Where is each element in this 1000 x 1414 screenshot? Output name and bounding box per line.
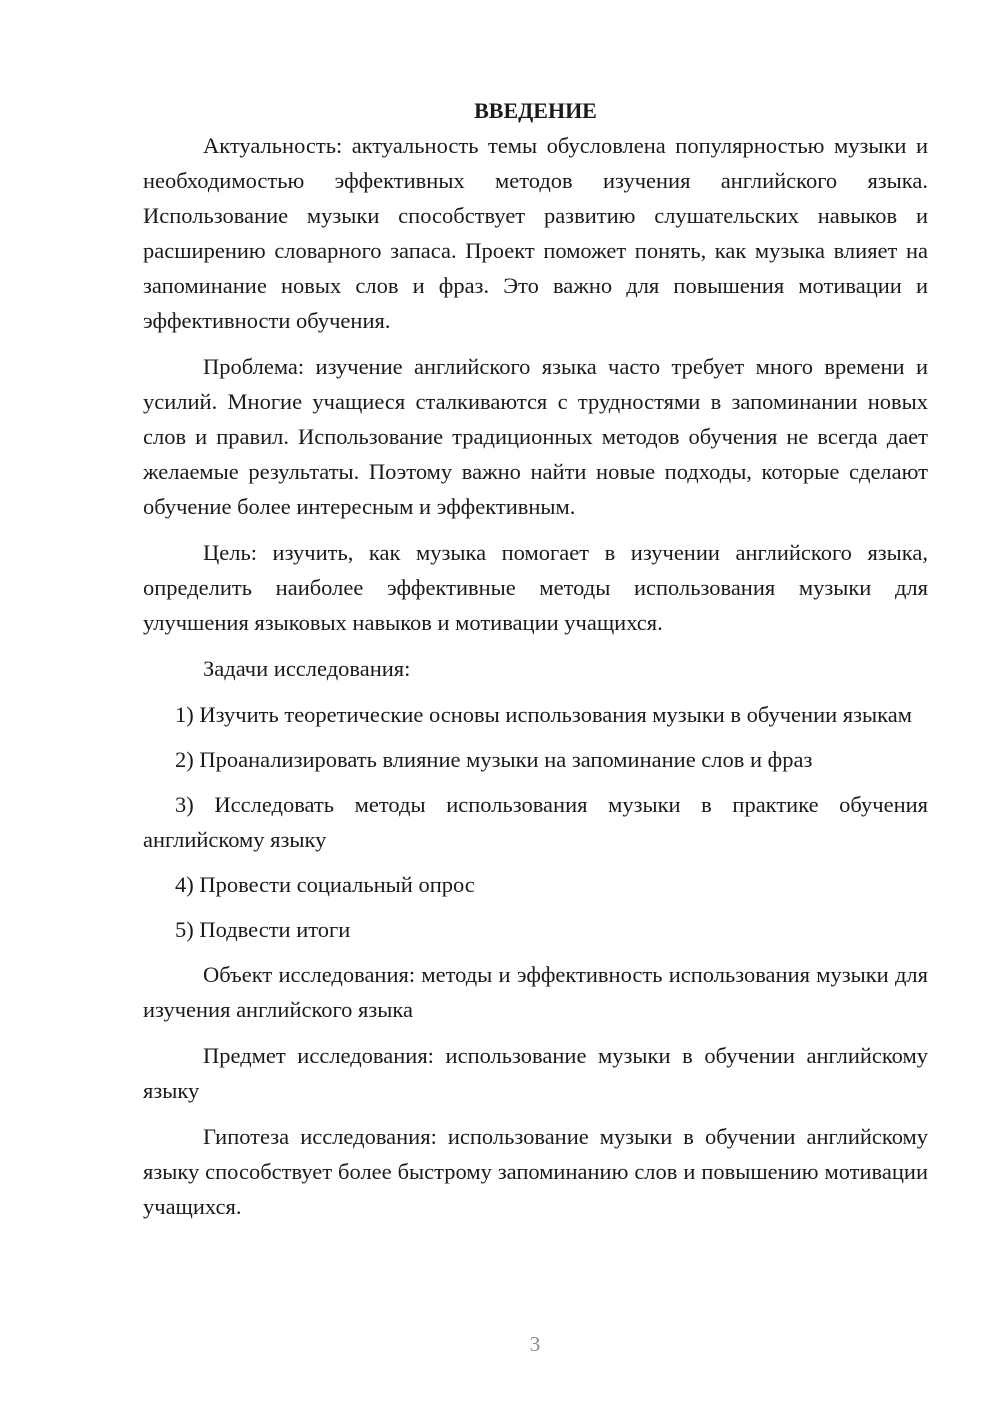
object-paragraph: Объект исследования: методы и эффективность использования музыки для изучения английского языка [143,962,928,1022]
subject-paragraph: Предмет исследования: использование музыки в обучении английскому языку [143,1043,928,1103]
document-page [143,93,928,1235]
page-number: 3 [529,1332,541,1356]
task-item: 1) Изучить теоретические основы использования музыки в обучении языкам [175,702,912,727]
task-item: 5) Подвести итоги [175,917,351,942]
problem-paragraph: Проблема: изучение английского языка часто требует много времени и усилий. Многие учащиеся сталкиваются с трудностями в запоминании новых слов и правил. Использование традиционных методов обучения не всегда дает желаемые результаты. Поэтому важно найти новые подходы, которые сделают обучение более интересным и эффективным. [143,354,928,519]
task-item: 2) Проанализировать влияние музыки на запоминание слов и фраз [175,747,813,772]
hypothesis-paragraph: Гипотеза исследования: использование музыки в обучении английскому языку способствует более быстрому запоминанию слов и повышению мотивации учащихся. [143,1124,928,1219]
task-item: 4) Провести социальный опрос [175,872,475,897]
task-item: 3) Исследовать методы использования музыки в практике обучения английскому языку [143,792,928,852]
section-title: ВВЕДЕНИЕ [474,98,597,123]
relevance-paragraph: Актуальность: актуальность темы обусловлена популярностью музыки и необходимостью эффективных методов изучения английского языка. Использование музыки способствует развитию слушательских навыков и расширению словарного запаса. Проект поможет понять, как музыка влияет на запоминание новых слов и фраз. Это важно для повышения мотивации и эффективности обучения. [143,133,928,333]
tasks-heading: Задачи исследования: [203,656,411,681]
goal-paragraph: Цель: изучить, как музыка помогает в изучении английского языка, определить наиболее эффективные методы использования музыки для улучшения языковых навыков и мотивации учащихся. [143,540,928,635]
